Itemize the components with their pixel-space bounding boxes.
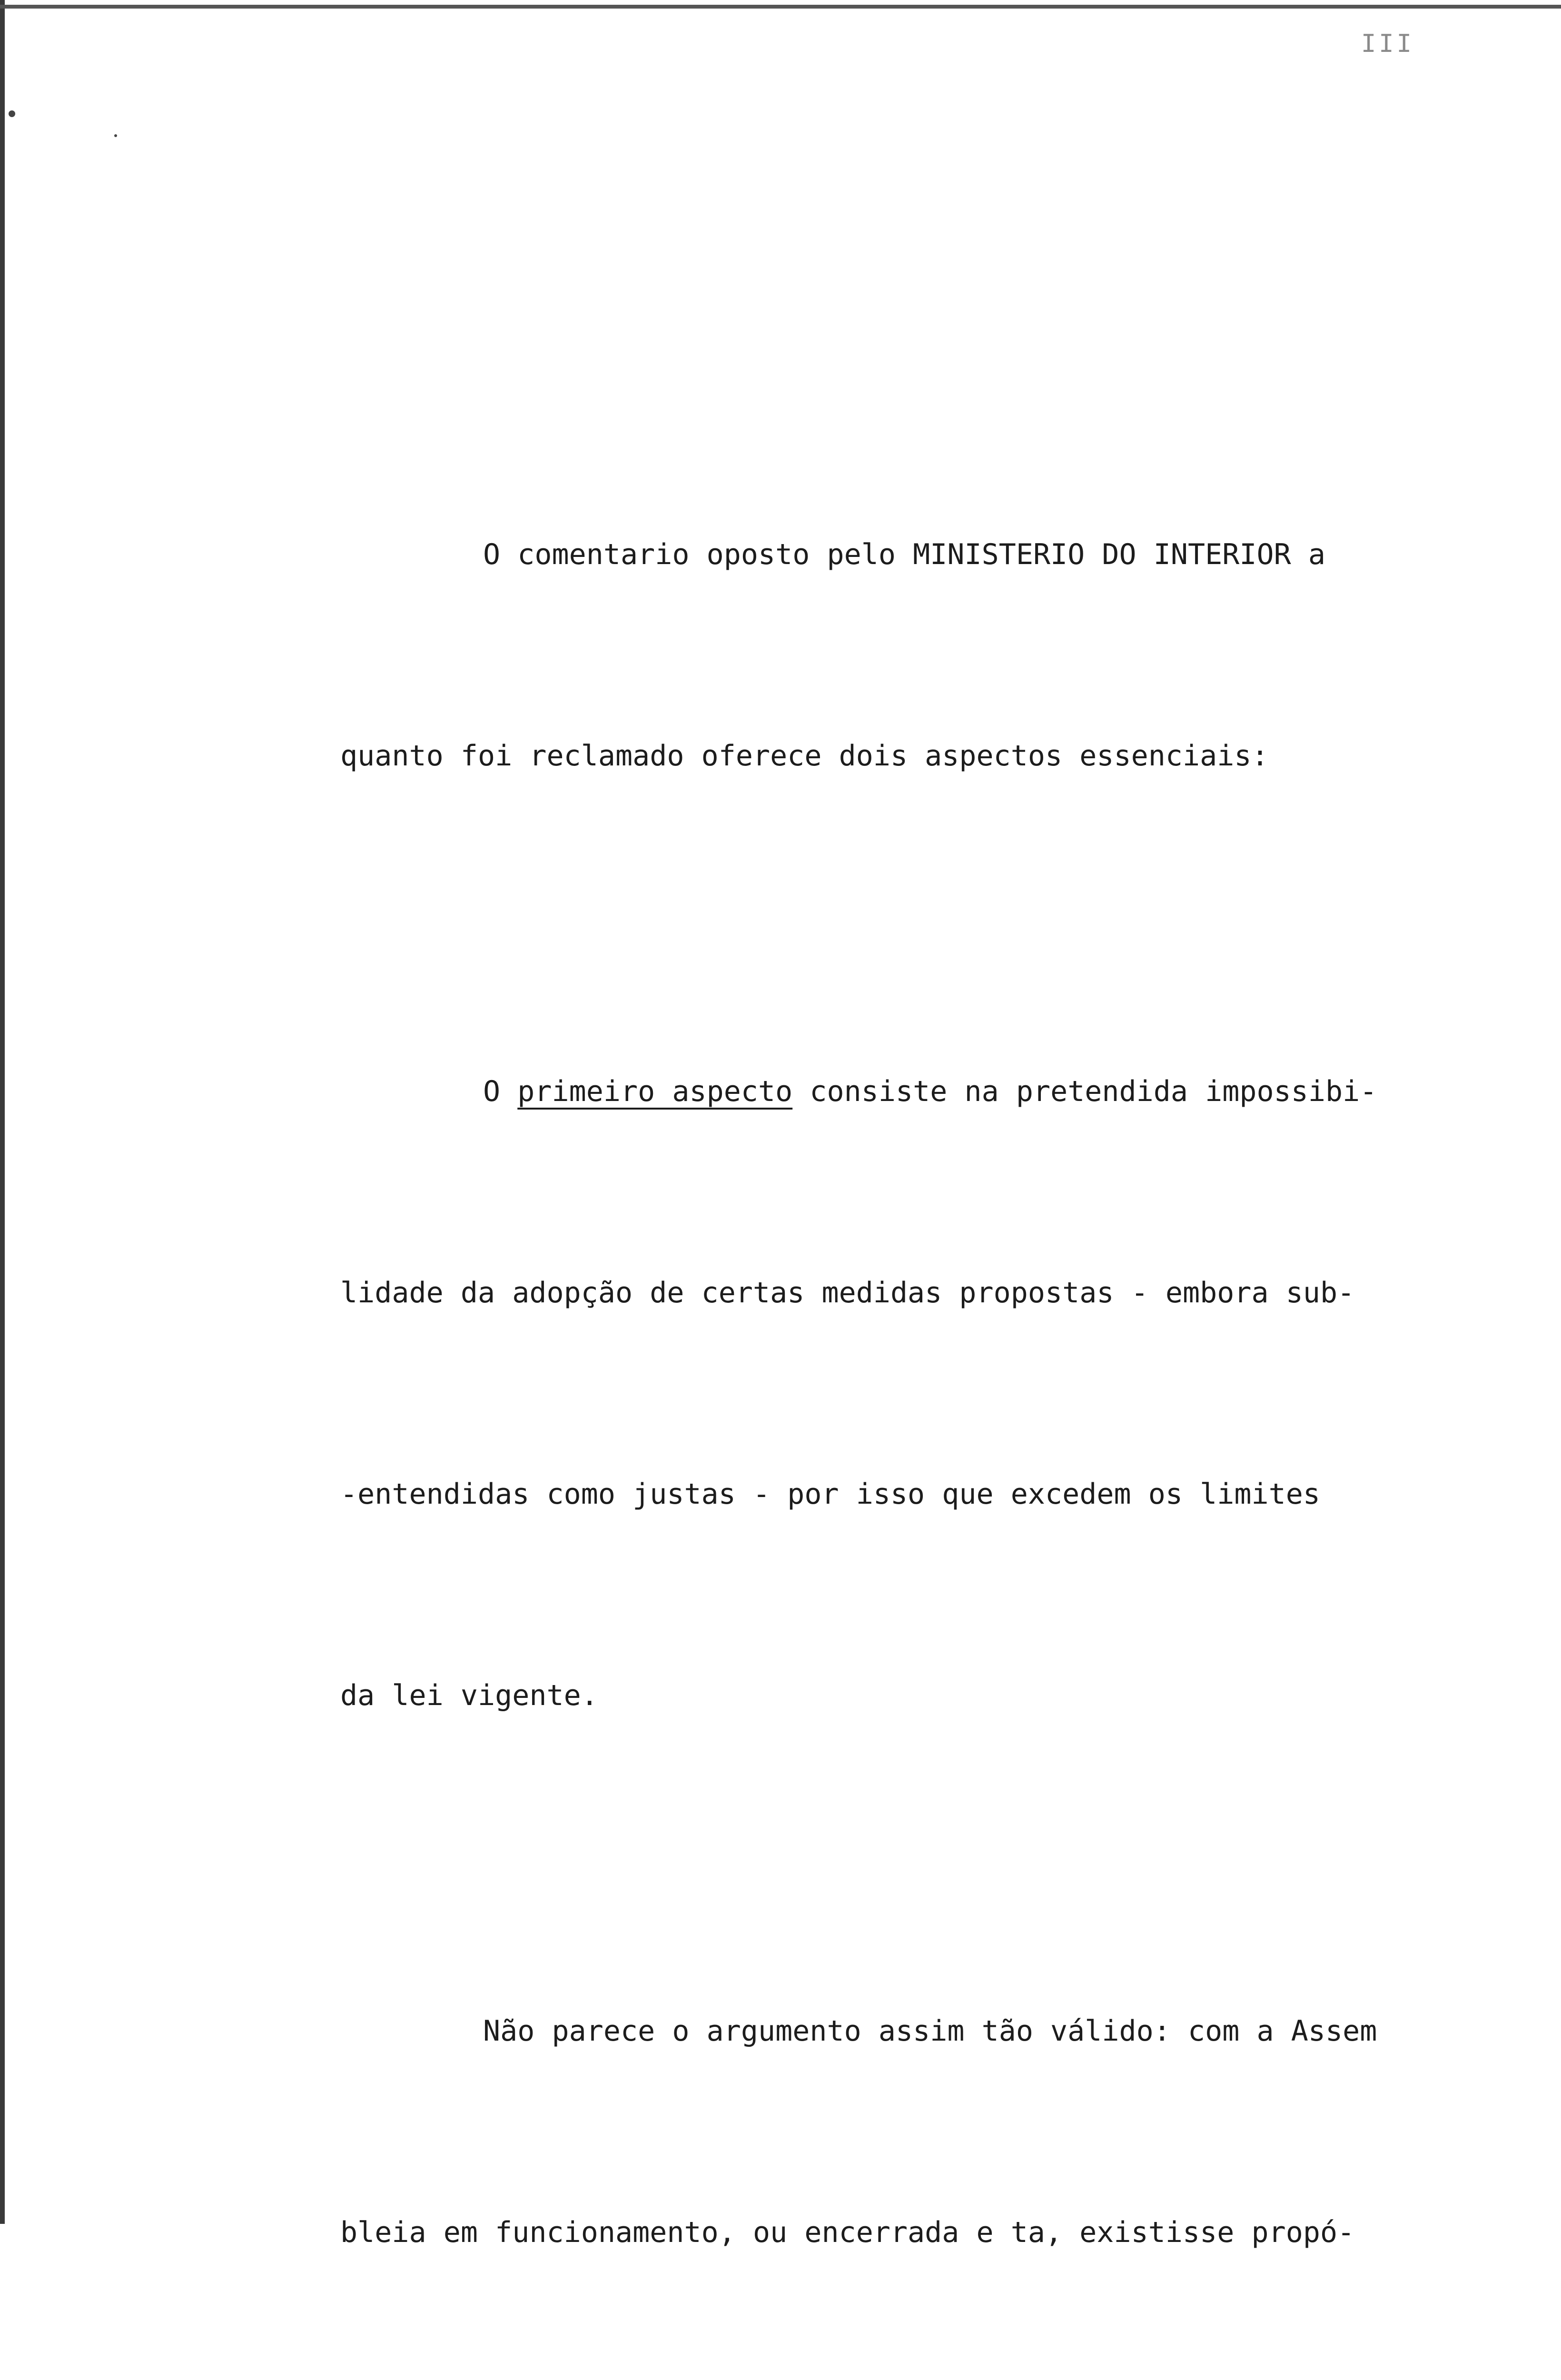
page-number: III	[1361, 30, 1414, 58]
scan-speck	[114, 134, 117, 137]
text-line: O comentario oposto pelo MINISTERIO DO INTERIOR a	[483, 538, 1326, 571]
text-line: lidade da adopção de certas medidas propostas - embora sub-	[340, 1276, 1355, 1309]
text-line: quanto foi reclamado oferece dois aspectos essenciais:	[340, 739, 1269, 773]
text-line	[340, 1058, 1452, 1125]
text-segment: consiste na pretendida impossibi-	[792, 1075, 1377, 1108]
text-line: da lei vigente.	[340, 1679, 598, 1712]
scan-border-top	[0, 5, 1561, 9]
scan-speck	[9, 110, 15, 117]
text-line: -entendidas como justas - por isso que excedem os limites	[340, 1478, 1321, 1511]
scan-border-left	[0, 0, 5, 2224]
text-line: bleia em funcionamento, ou encerrada e ta, existisse propó-	[340, 2216, 1355, 2249]
text-segment: O	[483, 1075, 518, 1108]
typed-body	[340, 320, 1452, 2380]
text-line: Não parece o argumento assim tão válido: com a Assem	[483, 2014, 1377, 2048]
underlined-heading-primeiro: primeiro aspecto	[517, 1075, 793, 1108]
